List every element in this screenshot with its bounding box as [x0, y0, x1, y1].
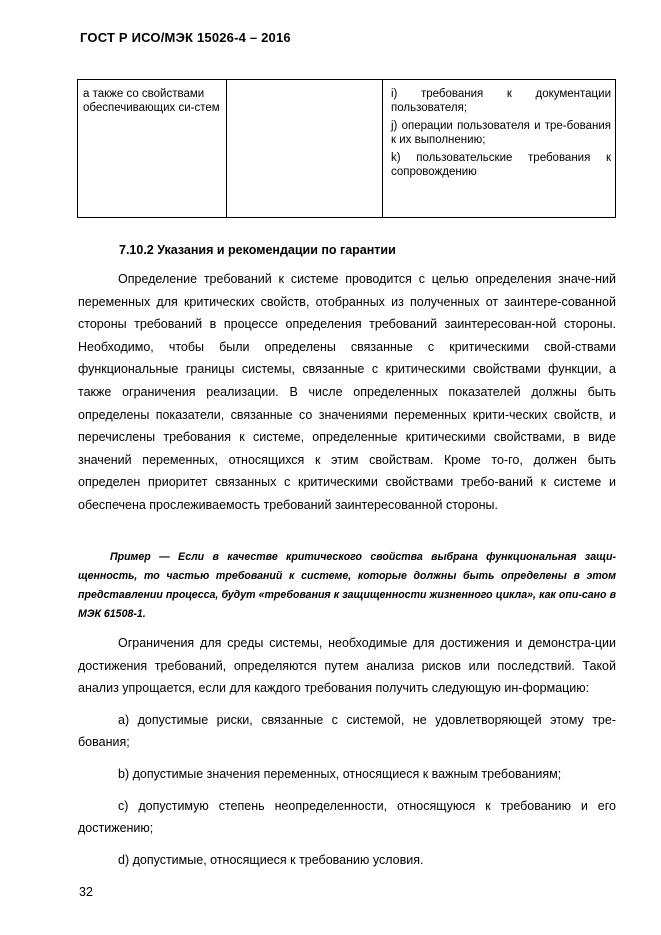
example-text: Пример — Если в качестве критического свойства выбрана функциональная защи-щенность, то частью требований к системе, которые должны быть определены в этом представлении процесса, будут «требования к защищенности жизненного цикла», как опи-сано в МЭК 61508-1.	[78, 551, 616, 620]
page-number: 32	[79, 885, 93, 899]
list-item: d) допустимые, относящиеся к требованию условия.	[118, 852, 424, 867]
body-paragraph-1-container	[78, 268, 616, 517]
requirements-table	[77, 79, 616, 218]
body-paragraph: Определение требований к системе проводится с целью определения значе-ний переменных для критических свойств, отобранных из полученных от заинтере-сованной стороны требований в процессе определения требований заинтересован-ной стороны. Необходимо, чтобы были определены связанные с критическими свой-ствами функциональные границы системы, связанные с критическими свойствами функции, а также ограничения реализации. В числе определенных показателей должны быть определены показатели, связанные со значениями переменных крити-ческих свойств, и перечислены требования к системе, определенные критическими свойствами, в виде значений переменных, относящихся к этим свойствам. Кроме то-го, должен быть определен приоритет связанных с критическими свойствами требо-ваний к системе и обеспечена прослеживаемость требований заинтересованной стороны.	[78, 272, 616, 512]
table-column-divider	[226, 80, 227, 217]
list-item: с) допустимую степень неопределенности, относящуюся к требованию и его достижению;	[78, 798, 616, 836]
document-header: ГОСТ Р ИСО/МЭК 15026-4 – 2016	[80, 30, 291, 45]
table-cell-col1: а также со свойствами обеспечивающих си-стем	[83, 88, 220, 114]
table-list-item: j) операции пользователя и тре-бования к их выполнению;	[391, 120, 611, 146]
example-note	[78, 548, 616, 624]
list-item: а) допустимые риски, связанные с системой, не удовлетворяющей этому тре-бования;	[78, 712, 616, 750]
list-item: b) допустимые значения переменных, относящиеся к важным требованиям;	[118, 766, 562, 781]
body-paragraph-2-container	[78, 632, 616, 871]
table-cell-col3	[387, 87, 611, 183]
table-list-item: i) требования к документации пользователя;	[391, 88, 611, 114]
table-list-item: k) пользовательские требования к сопровождению	[391, 152, 611, 178]
table-column-divider	[382, 80, 383, 217]
body-paragraph: Ограничения для среды системы, необходимые для достижения и демонстра-ции достижения требований, определяются путем анализа рисков или последствий. Такой анализ упрощается, если для каждого требования получить следующую ин-формацию:	[78, 636, 616, 696]
section-heading: 7.10.2 Указания и рекомендации по гарантии	[119, 243, 396, 257]
